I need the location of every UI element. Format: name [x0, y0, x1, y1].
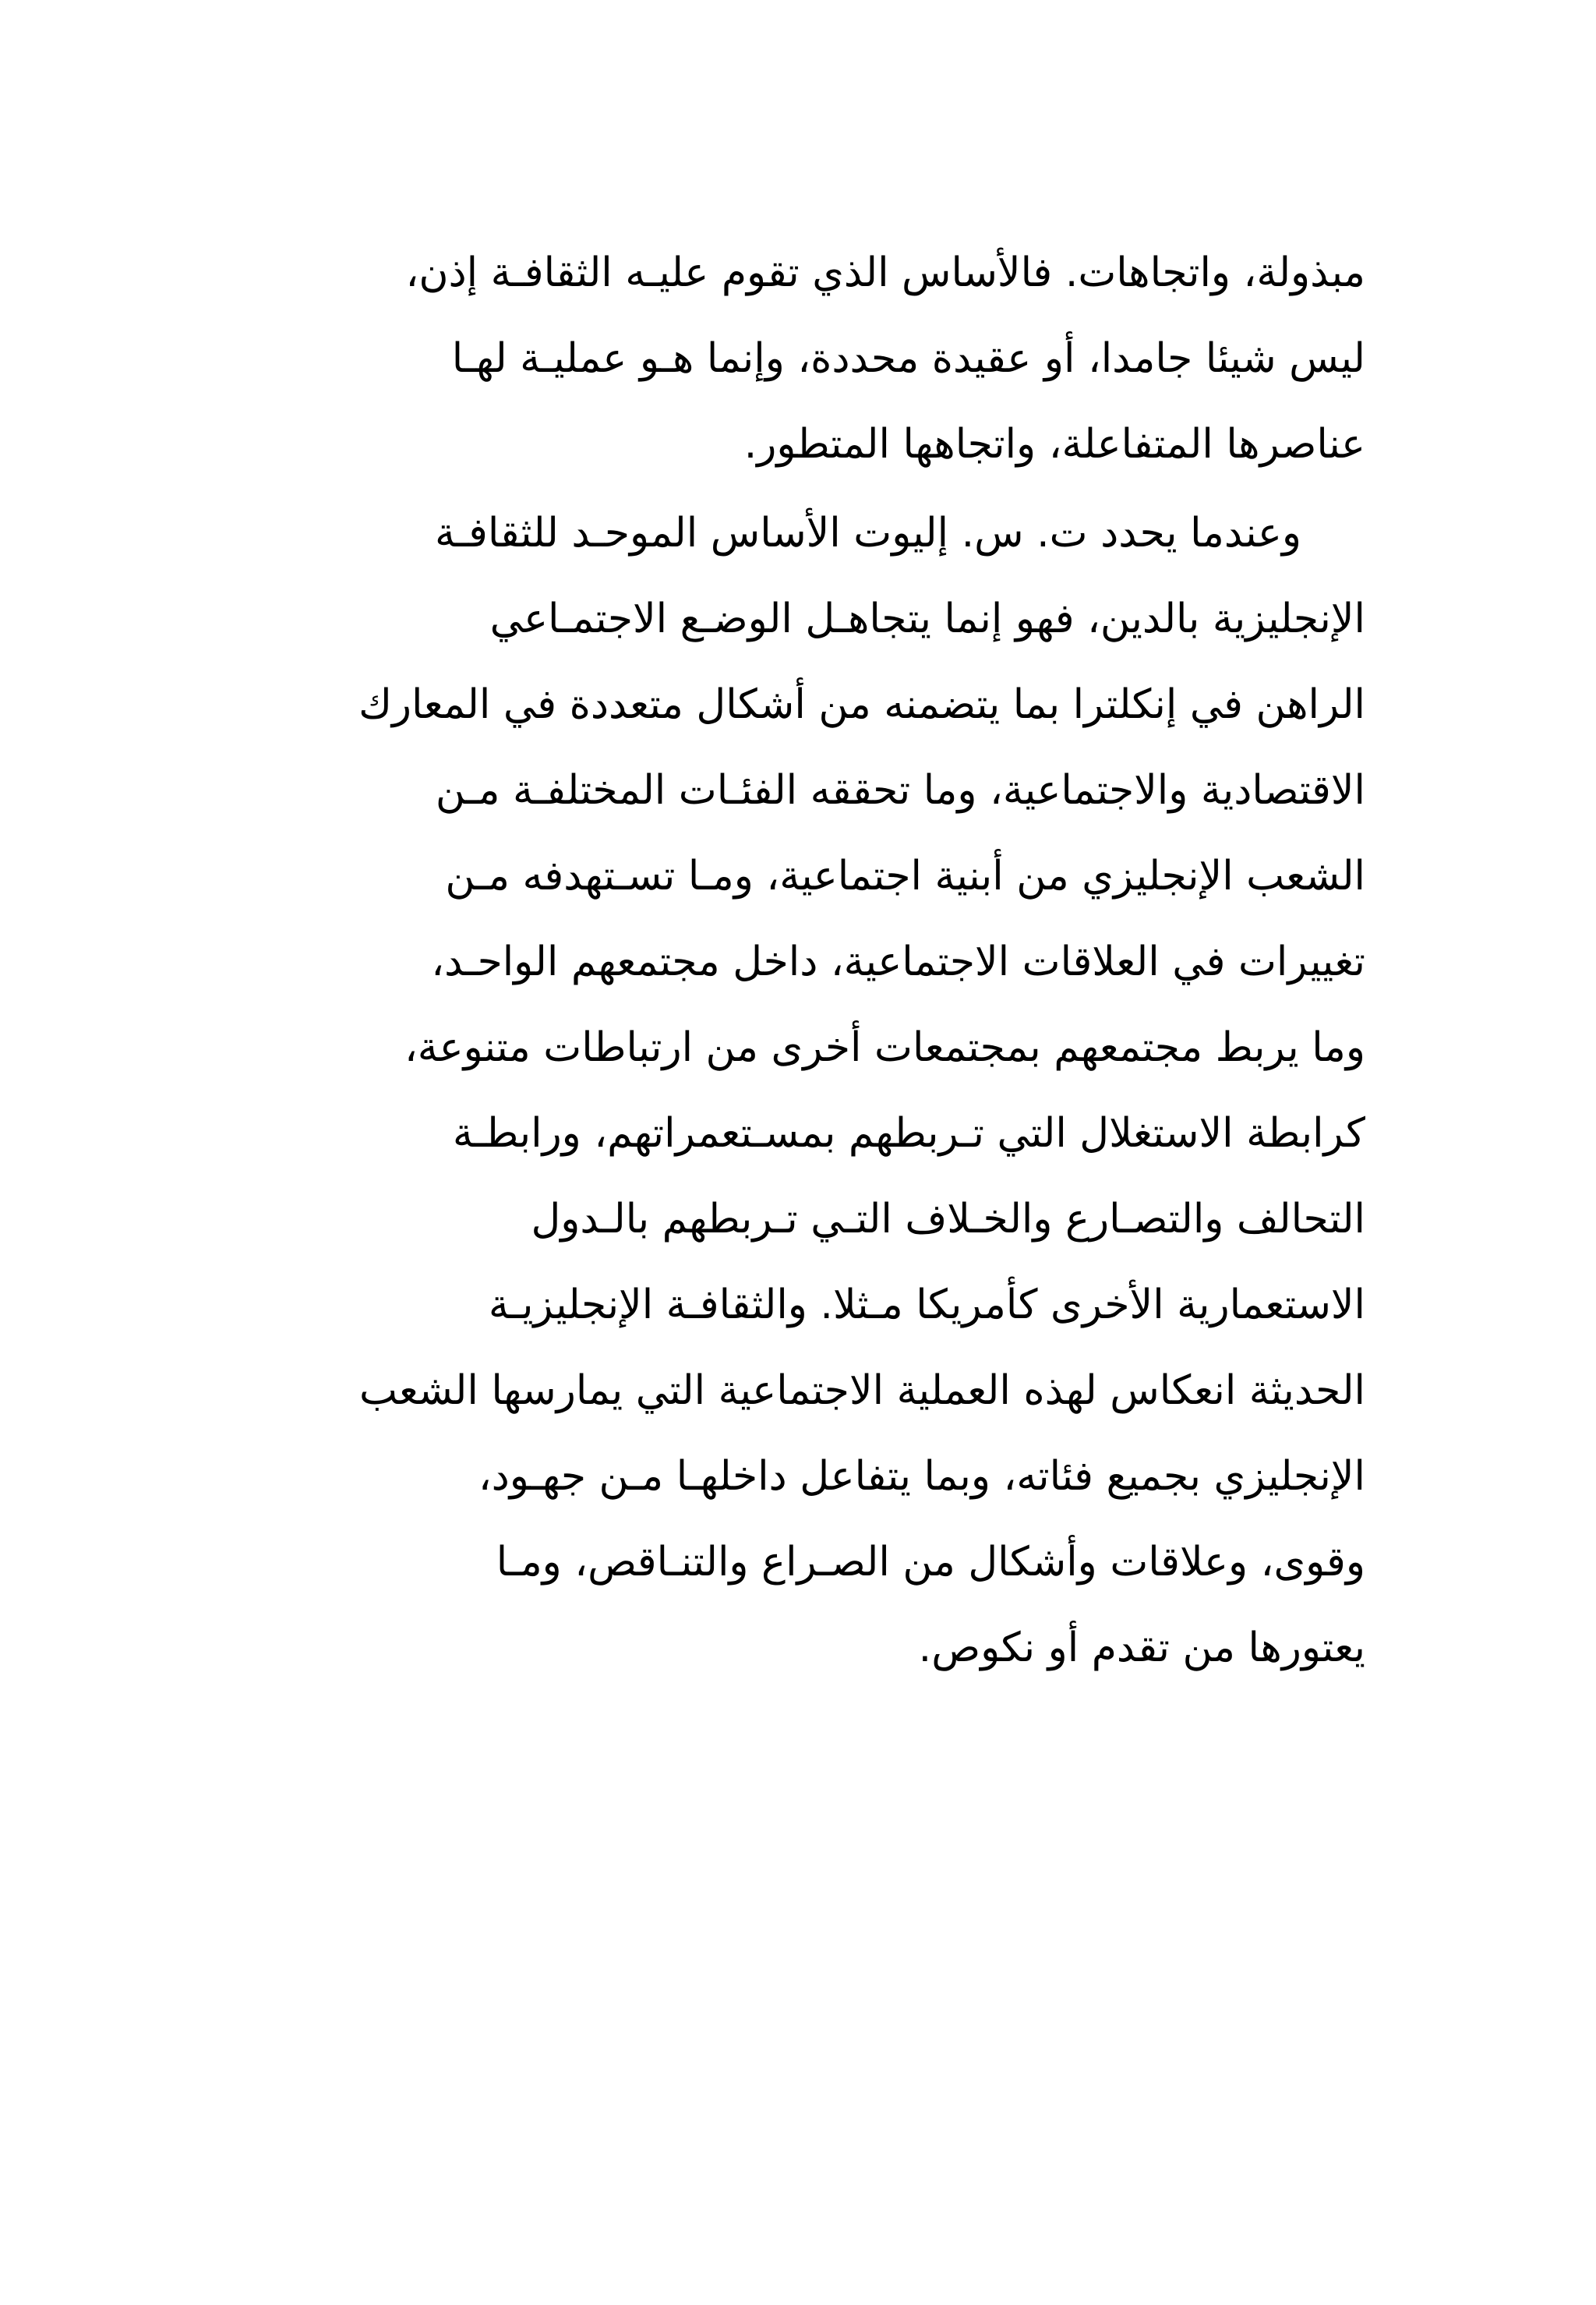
body-text [234, 230, 1365, 1691]
text-line: وما يربط مجتمعهم بمجتمعات أخرى من ارتباطات متنوعة، [404, 1024, 1365, 1071]
text-line: الحديثة انعكاس لهذه العملية الاجتماعية التي يمارسها الشعب [359, 1367, 1365, 1414]
text-line: الراهن في إنكلترا بما يتضمنه من أشكال متعددة في المعارك [358, 681, 1365, 728]
text-line: وقوى، وعلاقات وأشكال من الصـراع والتنـاقص، ومـا [496, 1539, 1365, 1586]
text-line: الإنجليزي بجميع فئاته، وبما يتفاعل داخلهـا مـن جهـود، [478, 1453, 1365, 1500]
text-line: ليس شيئا جامدا، أو عقيدة محددة، وإنما هـو عمليـة لهـا [451, 335, 1365, 382]
paragraph-first-line: وعندما يحدد ت. س. إليوت الأساس الموحـد للثقافـة [434, 510, 1301, 557]
text-line: كرابطة الاستغلال التي تـربطهم بمسـتعمراتهم، ورابطـة [452, 1110, 1365, 1157]
text-line: مبذولة، واتجاهات. فالأساس الذي تقوم عليـه الثقافـة إذن، [405, 249, 1365, 296]
text-line: الشعب الإنجليزي من أبنية اجتماعية، ومـا تسـتهدفه مـن [445, 853, 1365, 900]
text-line: تغييرات في العلاقات الاجتماعية، داخل مجتمعهم الواحـد، [431, 939, 1365, 985]
text-line: يعتورها من تقدم أو نكوص. [918, 1624, 1365, 1671]
text-line: الاستعمارية الأخرى كأمريكا مـثلا. والثقافـة الإنجليزيـة [488, 1282, 1365, 1328]
text-line: عناصرها المتفاعلة، واتجاهها المتطور. [743, 421, 1365, 468]
text-line: التحالف والتصـارع والخـلاف التـي تـربطهم بالـدول [531, 1196, 1365, 1243]
text-line: الاقتصادية والاجتماعية، وما تحققه الفئـات المختلفـة مـن [435, 767, 1365, 814]
text-line: الإنجليزية بالدين، فهو إنما يتجاهـل الوضـع الاجتمـاعي [489, 596, 1365, 642]
